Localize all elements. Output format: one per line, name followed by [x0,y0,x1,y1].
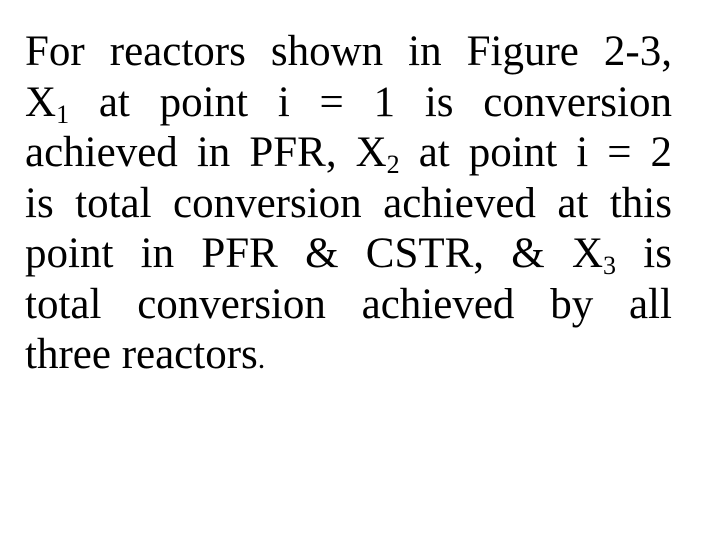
word: by [550,280,594,328]
word: is [424,78,454,126]
subscript: 1 [56,99,70,129]
period: . [257,342,266,375]
word: all [628,280,672,328]
variable-symbol: X [571,230,604,277]
word: reactors [109,28,246,75]
word: conversion [483,78,672,126]
word: 2-3, [603,28,672,75]
word: 1 [373,78,396,126]
word: & [511,230,545,277]
word: PFR [201,230,278,277]
word: achieved [25,129,178,176]
word: = [607,129,632,176]
word: PFR, [249,129,337,176]
word: total [25,280,102,328]
word: Figure [466,28,579,75]
word: in [140,230,175,277]
word: point [159,78,249,126]
text-line-3 [25,128,672,179]
subscript: 2 [386,150,400,179]
text-line-5 [25,229,672,280]
word: point [25,230,114,277]
word: conversion [173,179,362,227]
word: is [25,179,54,227]
word: at [557,179,589,227]
body-paragraph [25,27,672,381]
word: is [643,230,672,277]
word: = [319,78,344,126]
word: shown [270,28,384,75]
text-line-2 [25,78,672,129]
text-line-4 [25,179,672,230]
word: & [305,230,339,277]
word: point [468,129,558,176]
word: at [418,129,450,176]
variable-x1 [25,78,69,129]
word: this [609,179,672,227]
text-line-1 [25,27,672,78]
variable-x3 [572,229,616,280]
word: reactors [121,331,258,378]
variable-symbol: X [355,129,387,176]
word: i [277,78,290,126]
variable-x2 [356,128,400,179]
word: achieved [361,280,515,328]
word: in [196,129,231,176]
word: total [75,179,152,227]
word: in [408,28,442,75]
variable-symbol: X [25,78,57,126]
word: 2 [650,129,672,176]
word: For [25,28,85,75]
word: conversion [137,280,326,328]
word: achieved [383,179,536,227]
text-line-6 [25,280,672,331]
word: CSTR, [365,230,485,277]
text-line-7 [25,330,672,381]
subscript: 3 [603,251,617,280]
word: at [98,78,130,126]
word: three [25,331,111,378]
word: i [576,129,589,176]
